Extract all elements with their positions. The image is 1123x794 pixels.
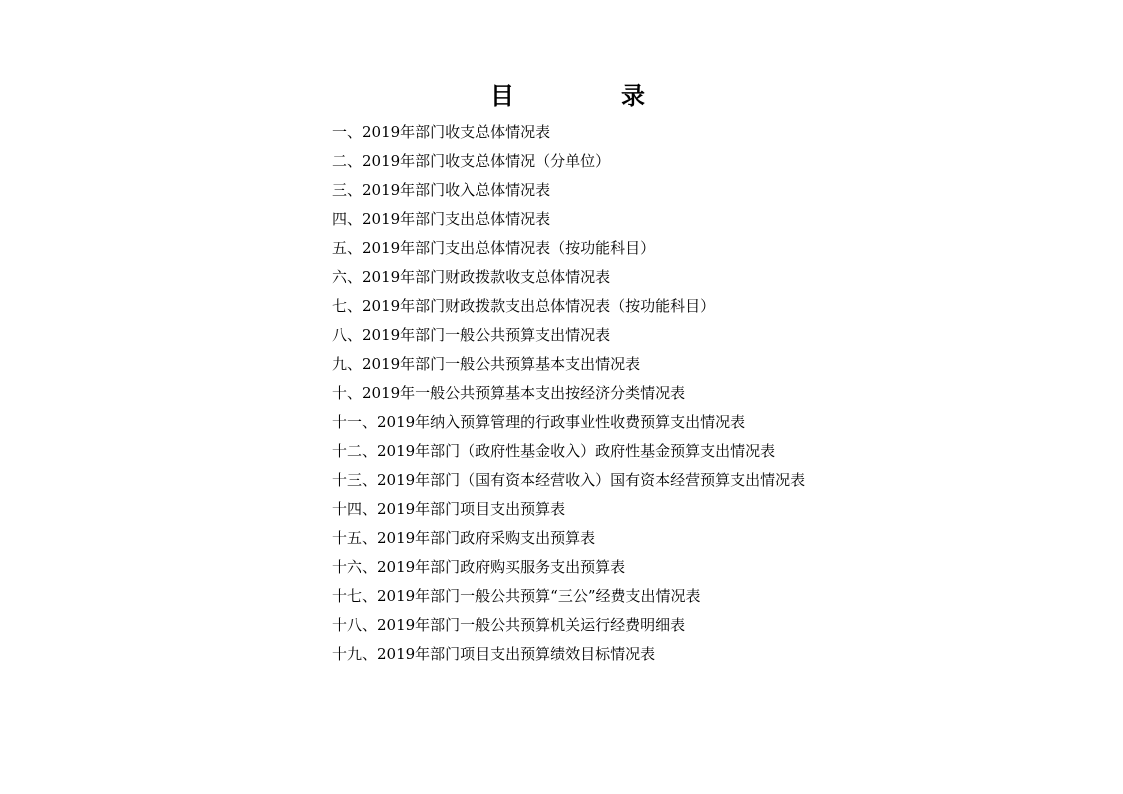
toc-item: 十二、2019年部门（政府性基金收入）政府性基金预算支出情况表	[332, 442, 776, 460]
toc-item: 三、2019年部门收入总体情况表	[332, 181, 551, 199]
toc-item: 四、2019年部门支出总体情况表	[332, 210, 551, 228]
page-title-char-2: 录	[621, 81, 645, 110]
toc-item: 十四、2019年部门项目支出预算表	[332, 500, 566, 518]
toc-item: 二、2019年部门收支总体情况（分单位）	[332, 152, 611, 170]
toc-item: 八、2019年部门一般公共预算支出情况表	[332, 326, 611, 344]
toc-item: 十八、2019年部门一般公共预算机关运行经费明细表	[332, 616, 686, 634]
toc-item: 十五、2019年部门政府采购支出预算表	[332, 529, 596, 547]
toc-item: 十三、2019年部门（国有资本经营收入）国有资本经营预算支出情况表	[332, 471, 806, 489]
toc-item: 十七、2019年部门一般公共预算“三公”经费支出情况表	[332, 587, 701, 605]
page-title	[490, 80, 645, 112]
toc-item: 十六、2019年部门政府购买服务支出预算表	[332, 558, 626, 576]
toc-item: 五、2019年部门支出总体情况表（按功能科目）	[332, 239, 656, 257]
page-title-char-1: 目	[490, 81, 514, 110]
toc-item: 六、2019年部门财政拨款收支总体情况表	[332, 268, 611, 286]
table-of-contents	[332, 118, 805, 669]
toc-item: 一、2019年部门收支总体情况表	[332, 123, 551, 141]
toc-item: 九、2019年部门一般公共预算基本支出情况表	[332, 355, 641, 373]
toc-item: 十一、2019年纳入预算管理的行政事业性收费预算支出情况表	[332, 413, 746, 431]
toc-item: 十、2019年一般公共预算基本支出按经济分类情况表	[332, 384, 686, 402]
toc-item: 十九、2019年部门项目支出预算绩效目标情况表	[332, 645, 656, 663]
toc-item: 七、2019年部门财政拨款支出总体情况表（按功能科目）	[332, 297, 716, 315]
